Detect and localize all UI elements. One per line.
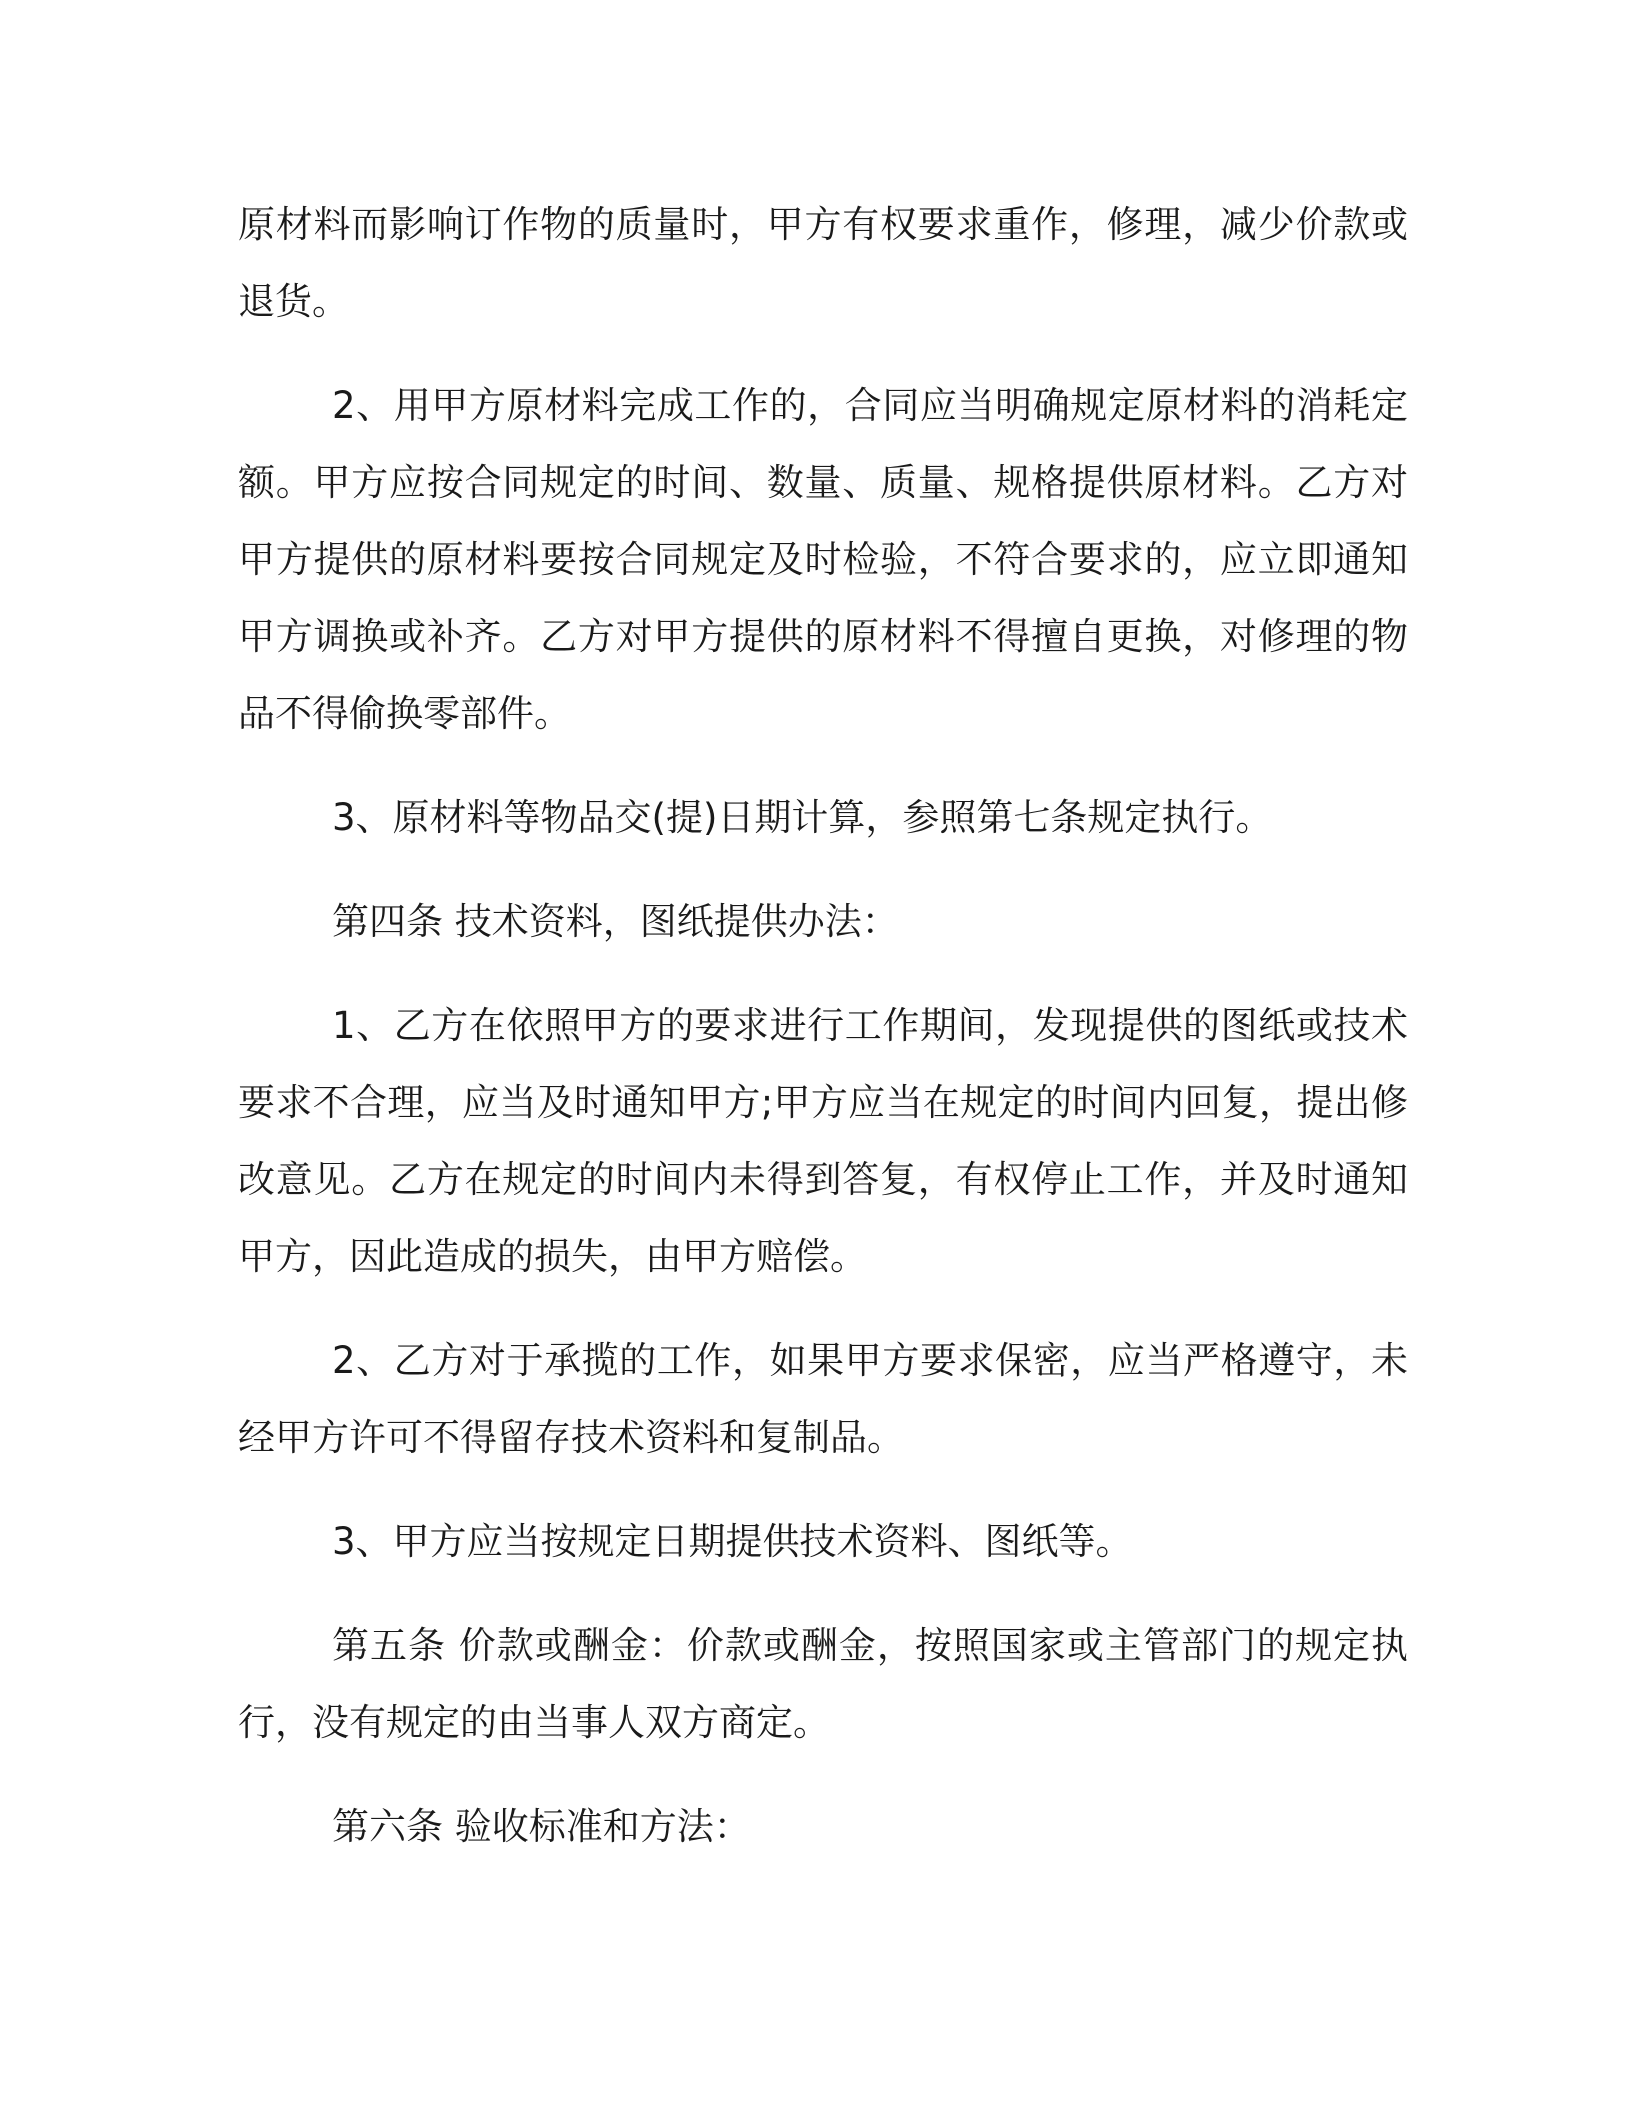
document-body: [238, 186, 1408, 1892]
paragraph-continuation: 原材料而影响订作物的质量时，甲方有权要求重作，修理，减少价款或退货。: [238, 203, 1408, 323]
article-5-price: 第五条 价款或酬金：价款或酬金，按照国家或主管部门的规定执行，没有规定的由当事人双方商定。: [238, 1624, 1408, 1744]
article-6-heading: 第六条 验收标准和方法：: [332, 1805, 751, 1848]
article-4-heading: 第四条 技术资料，图纸提供办法：: [332, 900, 899, 943]
paragraph-article-4-item-2: 2、乙方对于承揽的工作，如果甲方要求保密，应当严格遵守，未经甲方许可不得留存技术资料和复制品。: [238, 1339, 1408, 1459]
paragraph-article-4-item-3: 3、甲方应当按规定日期提供技术资料、图纸等。: [332, 1520, 1133, 1563]
paragraph-item-2-raw-materials: 2、用甲方原材料完成工作的，合同应当明确规定原材料的消耗定额。甲方应按合同规定的时间、数量、质量、规格提供原材料。乙方对甲方提供的原材料要按合同规定及时检验，不符合要求的，应立即通知甲方调换或补齐。乙方对甲方提供的原材料不得擅自更换，对修理的物品不得偷换零部件。: [238, 384, 1408, 735]
paragraph-article-4-item-1: 1、乙方在依照甲方的要求进行工作期间，发现提供的图纸或技术要求不合理，应当及时通知甲方;甲方应当在规定的时间内回复，提出修改意见。乙方在规定的时间内未得到答复，有权停止工作，并及时通知甲方，因此造成的损失，由甲方赔偿。: [238, 1004, 1408, 1278]
paragraph-item-3-delivery-date: 3、原材料等物品交(提)日期计算，参照第七条规定执行。: [332, 796, 1273, 839]
